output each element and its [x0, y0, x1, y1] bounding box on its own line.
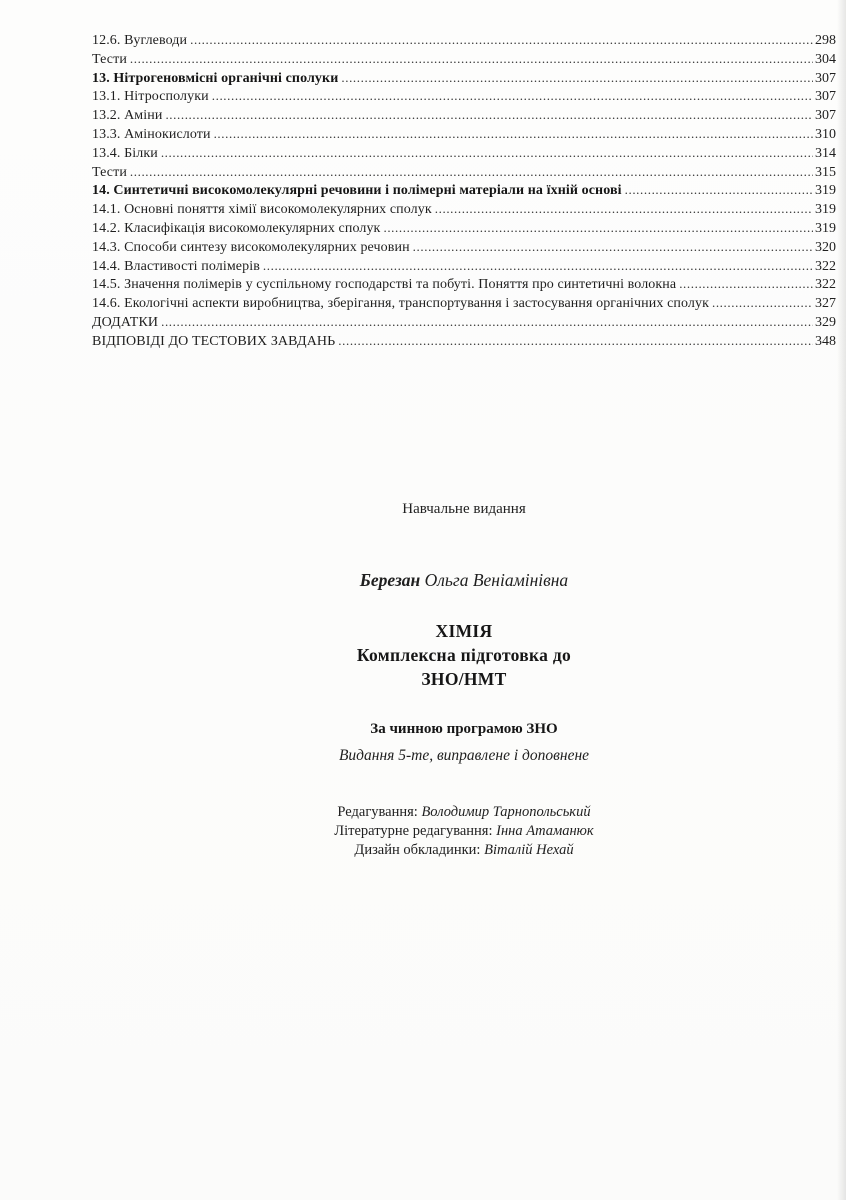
- toc-entry-label: 13. Нітрогеновмісні органічні сполуки: [92, 70, 339, 86]
- toc-row: [92, 219, 836, 238]
- toc-entry-page: 298: [815, 33, 836, 48]
- toc-entry-page: 329: [815, 314, 836, 330]
- toc-entry-page: 322: [815, 277, 836, 293]
- toc-entry-page: 319: [815, 183, 836, 199]
- toc-dot-leader: [130, 163, 813, 182]
- toc-entry-page: 307: [815, 108, 836, 124]
- toc-entry-page: 304: [815, 51, 836, 67]
- author-line: [92, 570, 836, 591]
- credits: [92, 803, 836, 860]
- toc-dot-leader: [161, 144, 813, 163]
- program-note: За чинною програмою ЗНО: [370, 721, 558, 737]
- toc-entry-label: 14.4. Властивості полімерів: [92, 258, 260, 274]
- toc-entry-label: 14.1. Основні поняття хімії високомолекулярних сполук: [92, 202, 432, 218]
- toc-list: [92, 31, 836, 351]
- toc-entry-page: 314: [815, 145, 836, 161]
- toc-row: [92, 50, 836, 69]
- toc-dot-leader: [212, 87, 813, 106]
- toc-entry-label: Тести: [92, 51, 127, 67]
- toc-dot-leader: [712, 294, 813, 313]
- credit-role: Дизайн обкладинки:: [354, 842, 481, 858]
- toc-entry-label: 14. Синтетичні високомолекулярні речовини і полімерні матеріали на їхній основі: [92, 183, 622, 199]
- edition-type-label: Навчальне видання: [402, 501, 526, 517]
- author-surname: Березан: [359, 570, 421, 590]
- credit-role: Літературне редагування:: [334, 823, 493, 839]
- toc-dot-leader: [161, 313, 813, 332]
- toc-entry-page: 315: [815, 164, 836, 180]
- book-title-block: [92, 619, 836, 691]
- toc-dot-leader: [338, 332, 813, 351]
- toc-entry-label: 14.6. Екологічні аспекти виробництва, зберігання, транспортування і застосування органічних сполук: [92, 296, 709, 312]
- toc-entry-label: 13.1. Нітросполуки: [92, 89, 209, 105]
- toc-dot-leader: [341, 69, 813, 88]
- toc-dot-leader: [190, 31, 813, 50]
- toc-dot-leader: [435, 200, 813, 219]
- book-subtitle-line2: ЗНО/НМТ: [421, 669, 507, 689]
- toc-entry-page: 320: [815, 239, 836, 255]
- toc-row: [92, 332, 836, 351]
- toc-dot-leader: [165, 106, 813, 125]
- scan-edge-shadow: [837, 0, 846, 1200]
- credit-name: Володимир Тарнопольський: [421, 804, 591, 820]
- credit-name: Віталій Нехай: [484, 842, 574, 858]
- toc-row: [92, 313, 836, 332]
- toc-entry-page: 319: [815, 220, 836, 236]
- toc-entry-label: 12.6. Вуглеводи: [92, 33, 188, 48]
- toc-row: [92, 275, 836, 294]
- toc-entry-page: 327: [815, 296, 836, 312]
- toc-entry-label: ВІДПОВІДІ ДО ТЕСТОВИХ ЗАВДАНЬ: [92, 333, 336, 349]
- author-given-name: Ольга Веніамінівна: [424, 570, 569, 590]
- book-subtitle-line1: Комплексна підготовка до: [356, 645, 572, 665]
- credit-line: [92, 803, 836, 822]
- toc-entry-label: 14.5. Значення полімерів у суспільному господарстві та побуті. Поняття про синтетичні волокна: [92, 277, 677, 293]
- toc-entry-label: 13.4. Білки: [92, 145, 158, 161]
- toc-dot-leader: [214, 125, 813, 144]
- toc-row: [92, 106, 836, 125]
- toc-entry-label: ДОДАТКИ: [92, 314, 159, 330]
- toc-row: [92, 200, 836, 219]
- toc-dot-leader: [130, 50, 813, 69]
- toc-row: [92, 294, 836, 313]
- toc-row: [92, 31, 836, 50]
- toc-row: [92, 87, 836, 106]
- credit-role: Редагування:: [337, 804, 418, 820]
- toc-entry-label: 13.2. Аміни: [92, 108, 163, 124]
- toc-dot-leader: [383, 219, 813, 238]
- toc-entry-label: Тести: [92, 164, 127, 180]
- toc-entry-page: 310: [815, 126, 836, 142]
- toc-row: [92, 144, 836, 163]
- toc-entry-page: 319: [815, 202, 836, 218]
- toc-entry-page: 307: [815, 89, 836, 105]
- credit-line: [92, 841, 836, 860]
- toc-row: [92, 125, 836, 144]
- edition-note: Видання 5-те, виправлене і доповнене: [338, 747, 590, 764]
- toc-dot-leader: [625, 181, 813, 200]
- toc-entry-page: 307: [815, 70, 836, 86]
- toc-row: [92, 163, 836, 182]
- book-title: ХІМІЯ: [435, 621, 493, 641]
- toc-dot-leader: [679, 275, 813, 294]
- toc-dot-leader: [263, 257, 813, 276]
- toc-dot-leader: [413, 238, 813, 257]
- toc-entry-page: 322: [815, 258, 836, 274]
- credit-name: Інна Атаманюк: [496, 823, 594, 839]
- toc-entry-page: 348: [815, 333, 836, 349]
- toc-row: [92, 181, 836, 200]
- toc-row: [92, 238, 836, 257]
- toc-entry-label: 14.3. Способи синтезу високомолекулярних речовин: [92, 239, 410, 255]
- toc-row: [92, 257, 836, 276]
- toc-row: [92, 69, 836, 88]
- credit-line: [92, 822, 836, 841]
- toc-entry-label: 13.3. Амінокислоти: [92, 126, 211, 142]
- toc-entry-label: 14.2. Класифікація високомолекулярних сполук: [92, 220, 381, 236]
